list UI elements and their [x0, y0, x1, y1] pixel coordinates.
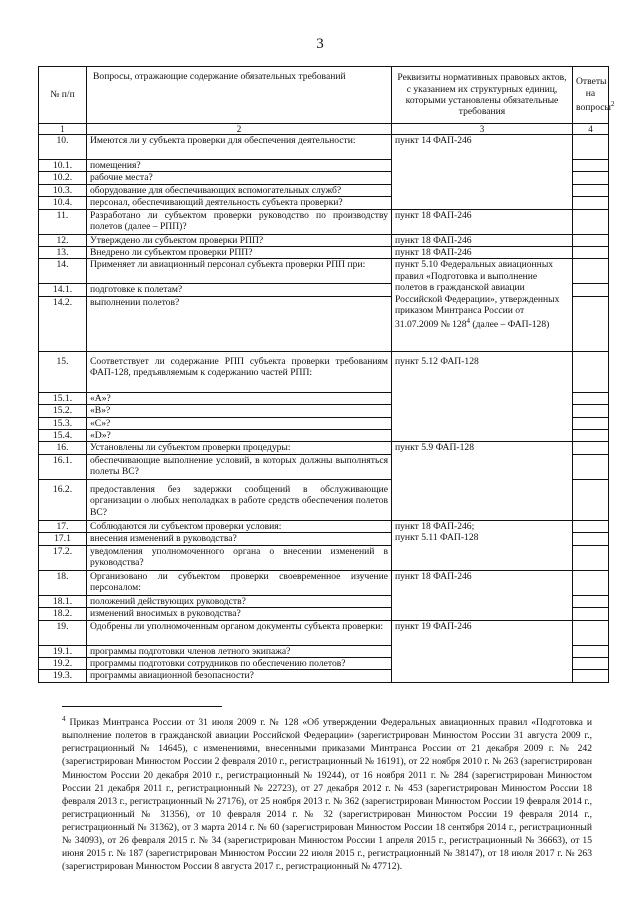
row-question: программы подготовки сотрудников по обеспечению полетов?	[87, 657, 392, 669]
answer-cell[interactable]	[573, 184, 609, 196]
row-num: 19.1.	[39, 645, 87, 657]
col-number-1: 1	[39, 124, 87, 135]
header-question: Вопросы, отражающие содержание обязательных требований	[87, 67, 392, 124]
answer-cell[interactable]	[573, 284, 609, 296]
row-question: обеспечивающие выполнение условий, в которых должны выполняться полеты ВС?	[87, 454, 392, 479]
row-num: 10.4.	[39, 197, 87, 209]
header-num: № п/п	[39, 67, 87, 124]
row-question: оборудование для обеспечивающих вспомогательных служб?	[87, 184, 392, 196]
answer-cell[interactable]	[573, 296, 609, 351]
row-question: положений действующих руководств?	[87, 595, 392, 607]
table-row	[39, 259, 609, 284]
table-row	[39, 520, 609, 532]
row-num: 10.1.	[39, 160, 87, 172]
row-question: предоставления без задержки сообщений в обслуживающие организации о любых неполадках в работе средств обеспечения полетов ВС?	[87, 479, 392, 520]
column-number-row	[39, 124, 609, 135]
row-requisites: пункт 5.9 ФАП-128	[392, 442, 573, 520]
col-number-4: 4	[573, 124, 609, 135]
row-num: 19.3.	[39, 670, 87, 682]
row-requisites	[392, 259, 573, 351]
answer-cell[interactable]	[573, 430, 609, 442]
row-num: 14.2.	[39, 296, 87, 351]
row-question: «В»?	[87, 405, 392, 417]
answer-cell[interactable]	[573, 657, 609, 669]
answer-cell[interactable]	[573, 172, 609, 184]
row-question: Установлены ли субъектом проверки процедуры:	[87, 442, 392, 454]
row-requisites: пункт 5.12 ФАП-128	[392, 351, 573, 442]
row-question: персонал, обеспечивающий деятельность субъекта проверки?	[87, 197, 392, 209]
row-num: 10.2.	[39, 172, 87, 184]
answer-cell[interactable]	[573, 595, 609, 607]
table-header-row	[39, 67, 609, 124]
row-question: Соответствует ли содержание РПП субъекта проверки требованиям ФАП-128, предъявляемым к содержанию частей РПП:	[87, 351, 392, 392]
header-answer	[573, 67, 615, 124]
row-num: 16.	[39, 442, 87, 454]
row-question: Организовано ли субъектом проверки своевременное изучение персоналом:	[87, 570, 392, 595]
table-row	[39, 570, 609, 595]
table-row	[39, 620, 609, 645]
page-number: 3	[316, 36, 324, 52]
requisites-text-tail: (далее – ФАП-128)	[470, 319, 550, 331]
answer-cell[interactable]	[573, 545, 609, 570]
table-row	[39, 442, 609, 454]
row-num: 13.	[39, 247, 87, 259]
answer-cell[interactable]	[573, 160, 609, 172]
row-question: помещения?	[87, 160, 392, 172]
row-question: Применяет ли авиационный персонал субъекта проверки РПП при:	[87, 259, 392, 284]
table-row	[39, 135, 609, 160]
row-question: уведомления уполномоченного органа о внесении изменений в руководства?	[87, 545, 392, 570]
row-num: 10.	[39, 135, 87, 160]
answer-cell[interactable]	[573, 135, 609, 160]
row-num: 17.1	[39, 533, 87, 545]
row-question: внесения изменений в руководства?	[87, 533, 392, 545]
row-num: 17.	[39, 520, 87, 532]
row-num: 14.1.	[39, 284, 87, 296]
answer-cell[interactable]	[573, 234, 609, 246]
requisites-line-2: пункт 5.11 ФАП-128	[395, 532, 479, 544]
row-num: 15.1.	[39, 392, 87, 404]
col-number-3: 3	[392, 124, 573, 135]
requisites-line-1: пункт 18 ФАП-246;	[395, 520, 475, 532]
row-num: 16.2.	[39, 479, 87, 520]
row-num: 10.3.	[39, 184, 87, 196]
answer-cell[interactable]	[573, 570, 609, 595]
answer-cell[interactable]	[573, 479, 609, 520]
row-num: 18.1.	[39, 595, 87, 607]
row-question: «С»?	[87, 417, 392, 429]
row-question: Утверждено ли субъектом проверки РПП?	[87, 234, 392, 246]
row-question: Одобрены ли уполномоченным органом документы субъекта проверки:	[87, 620, 392, 645]
col-number-2: 2	[87, 124, 392, 135]
header-answer-sup: 2	[610, 100, 615, 109]
answer-cell[interactable]	[573, 608, 609, 620]
table-row	[39, 234, 609, 246]
footnote	[62, 713, 592, 873]
row-requisites	[392, 520, 573, 570]
row-question: «А»?	[87, 392, 392, 404]
answer-cell[interactable]	[573, 405, 609, 417]
row-num: 15.2.	[39, 405, 87, 417]
answer-cell[interactable]	[573, 417, 609, 429]
row-num: 15.3.	[39, 417, 87, 429]
header-answer-text: Ответы на вопросы	[576, 76, 611, 114]
row-num: 18.2.	[39, 608, 87, 620]
answer-cell[interactable]	[573, 197, 609, 209]
table-row	[39, 247, 609, 259]
row-question: программы подготовки членов летного экипажа?	[87, 645, 392, 657]
answer-cell[interactable]	[573, 620, 609, 645]
answer-cell[interactable]	[573, 392, 609, 404]
answer-cell[interactable]	[573, 259, 609, 284]
row-requisites: пункт 18 ФАП-246	[392, 234, 573, 246]
row-requisites: пункт 14 ФАП-246	[392, 135, 573, 210]
answer-cell[interactable]	[573, 454, 609, 479]
row-question: программы авиационной безопасности?	[87, 670, 392, 682]
row-num: 19.2.	[39, 657, 87, 669]
row-num: 16.1.	[39, 454, 87, 479]
row-requisites: пункт 18 ФАП-246	[392, 247, 573, 259]
table-row	[39, 351, 609, 392]
answer-cell[interactable]	[573, 670, 609, 682]
answer-cell[interactable]	[573, 520, 609, 532]
row-question: Имеются ли у субъекта проверки для обеспечения деятельности:	[87, 135, 392, 160]
row-requisites: пункт 19 ФАП-246	[392, 620, 573, 682]
row-question: Внедрено ли субъектом проверки РПП?	[87, 247, 392, 259]
footnote-divider	[62, 706, 222, 707]
answer-cell[interactable]	[573, 351, 609, 392]
header-requisites: Реквизиты нормативных правовых актов, с указанием их структурных единиц, которыми установлены обязательные требования	[392, 67, 573, 124]
answer-cell[interactable]	[573, 533, 609, 545]
answer-cell[interactable]	[573, 209, 609, 234]
answer-cell[interactable]	[573, 442, 609, 454]
row-question: подготовке к полетам?	[87, 284, 392, 296]
row-question: выполнении полетов?	[87, 296, 392, 351]
row-requisites: пункт 18 ФАП-246	[392, 570, 573, 620]
footnote-marker: 4	[62, 715, 66, 723]
row-question: «D»?	[87, 430, 392, 442]
footnote-ref: 4	[466, 317, 471, 326]
row-question: рабочие места?	[87, 172, 392, 184]
row-num: 15.4.	[39, 430, 87, 442]
answer-cell[interactable]	[573, 645, 609, 657]
row-requisites: пункт 18 ФАП-246	[392, 209, 573, 234]
row-num: 11.	[39, 209, 87, 234]
row-question: Соблюдаются ли субъектом проверки условия:	[87, 520, 392, 532]
row-num: 12.	[39, 234, 87, 246]
row-num: 18.	[39, 570, 87, 595]
row-question: Разработано ли субъектом проверки руководство по производству полетов (далее – РПП)?	[87, 209, 392, 234]
row-num: 19.	[39, 620, 87, 645]
row-num: 15.	[39, 351, 87, 392]
requisites-text: пункт 5.10 Федеральных авиационных правил «Подготовка и выполнение полетов в гражданской авиации Российской Федерации», утвержденных приказом Минтранса России от 31.07.2009 № 128	[395, 259, 560, 331]
row-num: 14.	[39, 259, 87, 284]
row-num: 17.2.	[39, 545, 87, 570]
requirements-table	[38, 66, 615, 683]
table-row	[39, 209, 609, 234]
answer-cell[interactable]	[573, 247, 609, 259]
footnote-text: Приказ Минтранса России от 31 июля 2009 г. № 128 «Об утверждении Федеральных авиационных правил «Подготовка и выполнение полетов в гражданской авиации Российской Федерации» (зарегистрирован Минюстом России 31 августа 2009 г., регистрационный № 14645), с изменениями, внесенными приказами Минтранса России от 21 декабря 2009 г. № 242 (зарегистрирован Минюстом России 2 февраля 2010 г., регистрационный № 16191), от 22 ноября 2010 г. № 263 (зарегистрирован Минюстом России 20 декабря 2010 г., регистрационный № 19244), от 16 ноября 2011 г. № 284 (зарегистрирован Минюстом России 21 декабря 2011 г., регистрационный № 22723), от 27 декабря 2012 г. № 453 (зарегистрирован Минюстом России 18 февраля 2013 г., регистрационный № 27176), от 25 ноября 2013 г. № 362 (зарегистрирован Минюстом России 19 февраля 2014 г., регистрационный № 31356), от 10 февраля 2014 г. № 32 (зарегистрирован Минюстом России 19 февраля 2014 г., регистрационный № 31362), от 3 марта 2014 г. № 60 (зарегистрирован Минюстом России 18 сентября 2014 г., регистрационный № 34093), от 26 февраля 2015 г. № 34 (зарегистрирован Минюстом России 1 апреля 2015 г., регистрационный № 36663), от 15 июня 2015 г. № 187 (зарегистрирован Минюстом России 22 июля 2015 г., регистрационный № 38147), от 18 июля 2017 г. № 263 (зарегистрирован Минюстом России 8 августа 2017 г., регистрационный № 47712).	[62, 717, 592, 873]
row-question: изменений вносимых в руководства?	[87, 608, 392, 620]
